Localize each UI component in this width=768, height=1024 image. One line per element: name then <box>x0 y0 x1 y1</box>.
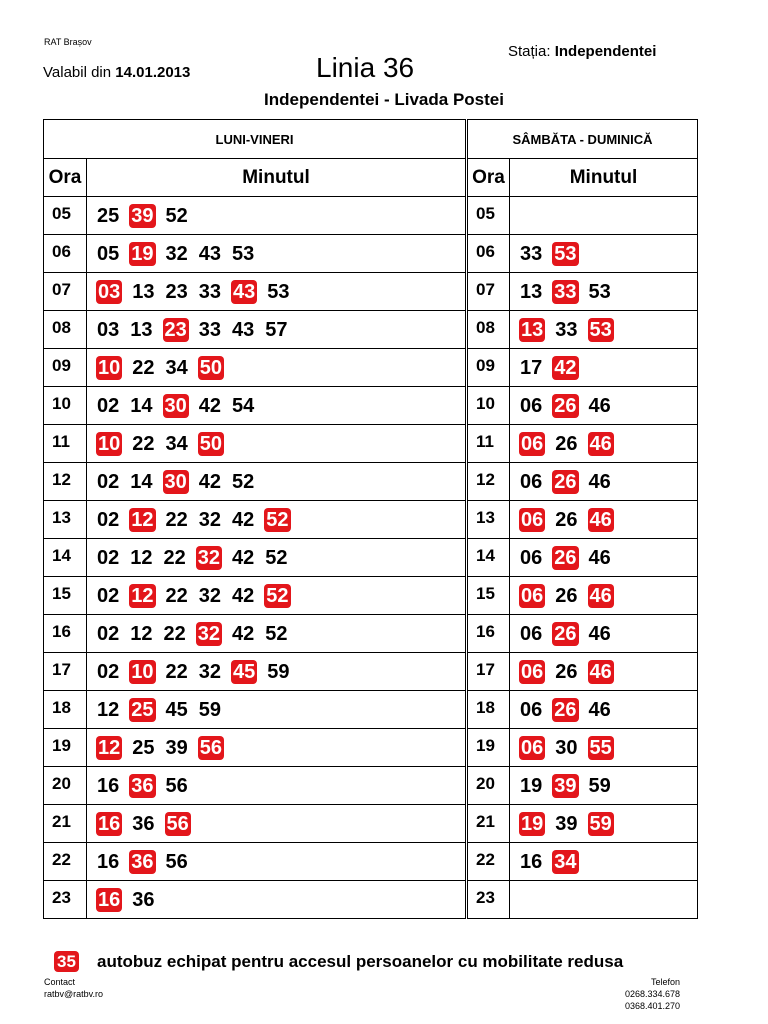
weekday-minutes-cell <box>87 197 467 235</box>
hour-cell: 05 <box>467 197 510 235</box>
weekend-header: SÂMBĂTA - DUMINICĂ <box>467 120 698 159</box>
accessible-departure: 23 <box>164 318 187 341</box>
departure: 43 <box>232 318 255 341</box>
table-row <box>44 235 698 273</box>
accessible-departure: 50 <box>199 356 222 379</box>
departure: 59 <box>588 774 611 797</box>
weekend-minutes-cell <box>510 881 698 919</box>
hour-cell: 16 <box>44 615 87 653</box>
departure: 14 <box>130 470 153 493</box>
hour-column-header: Ora <box>467 159 510 197</box>
valid-from <box>43 64 190 81</box>
departure: 32 <box>198 660 221 683</box>
accessible-departure: 46 <box>589 584 612 607</box>
hour-cell: 11 <box>44 425 87 463</box>
departure: 42 <box>198 470 221 493</box>
accessible-bus-badge: 35 <box>54 951 79 972</box>
accessible-departure: 12 <box>98 736 121 759</box>
weekday-minutes-cell <box>87 615 467 653</box>
departure: 43 <box>198 242 221 265</box>
phone-number: 0368.401.270 <box>625 1001 681 1011</box>
accessible-departure: 34 <box>554 850 577 873</box>
departure: 22 <box>132 432 155 455</box>
departure: 25 <box>132 736 155 759</box>
accessible-departure: 36 <box>131 774 154 797</box>
accessible-departure: 50 <box>199 432 222 455</box>
departure: 57 <box>265 318 288 341</box>
departure: 56 <box>165 850 188 873</box>
table-row <box>44 197 698 235</box>
hour-cell: 14 <box>467 539 510 577</box>
accessible-departure: 06 <box>521 432 544 455</box>
minute-column-header: Minutul <box>87 159 467 197</box>
accessible-departure: 59 <box>589 812 612 835</box>
departure: 22 <box>163 546 186 569</box>
table-row <box>44 615 698 653</box>
departure: 53 <box>267 280 290 303</box>
departure: 06 <box>520 546 543 569</box>
weekday-minutes-cell <box>87 691 467 729</box>
table-row <box>44 349 698 387</box>
weekend-minutes-cell <box>510 577 698 615</box>
departure: 46 <box>588 546 611 569</box>
accessible-departure: 06 <box>521 584 544 607</box>
departure: 46 <box>588 470 611 493</box>
hour-cell: 17 <box>467 653 510 691</box>
weekend-minutes-cell <box>510 805 698 843</box>
accessible-departure: 13 <box>521 318 544 341</box>
weekend-minutes-cell <box>510 273 698 311</box>
table-row <box>44 767 698 805</box>
hour-cell: 17 <box>44 653 87 691</box>
weekend-minutes-cell <box>510 615 698 653</box>
departure: 12 <box>130 622 153 645</box>
weekday-minutes-cell <box>87 387 467 425</box>
departure: 06 <box>520 622 543 645</box>
accessible-departure: 32 <box>197 622 220 645</box>
hour-cell: 14 <box>44 539 87 577</box>
hour-cell: 13 <box>44 501 87 539</box>
departure: 34 <box>165 432 188 455</box>
accessible-departure: 06 <box>521 508 544 531</box>
hour-cell: 10 <box>467 387 510 425</box>
weekday-minutes-cell <box>87 273 467 311</box>
hour-cell: 12 <box>44 463 87 501</box>
table-row <box>44 387 698 425</box>
departure: 02 <box>97 394 120 417</box>
departure: 32 <box>198 584 221 607</box>
table-row <box>44 805 698 843</box>
departure: 13 <box>132 280 155 303</box>
accessible-departure: 55 <box>589 736 612 759</box>
accessible-departure: 53 <box>554 242 577 265</box>
accessible-departure: 06 <box>521 660 544 683</box>
departure: 42 <box>232 584 255 607</box>
departure: 16 <box>97 850 120 873</box>
departure: 33 <box>555 318 578 341</box>
departure: 52 <box>265 622 288 645</box>
departure: 32 <box>198 508 221 531</box>
accessible-departure: 32 <box>197 546 220 569</box>
weekend-minutes-cell <box>510 311 698 349</box>
departure: 17 <box>520 356 543 379</box>
weekend-minutes-cell <box>510 501 698 539</box>
accessible-departure: 30 <box>164 470 187 493</box>
valid-date: 14.01.2013 <box>115 64 191 81</box>
table-row <box>44 691 698 729</box>
weekday-minutes-cell <box>87 805 467 843</box>
departure: 32 <box>165 242 188 265</box>
weekday-minutes-cell <box>87 235 467 273</box>
weekend-minutes-cell <box>510 197 698 235</box>
hour-cell: 12 <box>467 463 510 501</box>
table-row <box>44 539 698 577</box>
departure: 33 <box>198 318 221 341</box>
accessible-departure: 46 <box>589 660 612 683</box>
accessible-departure: 26 <box>554 698 577 721</box>
weekend-minutes-cell <box>510 729 698 767</box>
weekday-header: LUNI-VINERI <box>44 120 467 159</box>
phone-label: Telefon <box>651 977 681 987</box>
accessible-departure: 43 <box>233 280 256 303</box>
accessible-departure: 53 <box>589 318 612 341</box>
weekday-minutes-cell <box>87 767 467 805</box>
hour-cell: 07 <box>44 273 87 311</box>
hour-cell: 06 <box>44 235 87 273</box>
hour-cell: 08 <box>44 311 87 349</box>
departure: 12 <box>97 698 120 721</box>
station-label: Stația: <box>508 43 551 60</box>
contact-email: ratbv@ratbv.ro <box>44 989 103 999</box>
departure: 06 <box>520 698 543 721</box>
departure: 42 <box>232 546 255 569</box>
hour-cell: 21 <box>467 805 510 843</box>
departure: 22 <box>165 508 188 531</box>
weekend-minutes-cell <box>510 653 698 691</box>
departure: 45 <box>165 698 188 721</box>
departure: 54 <box>232 394 255 417</box>
table-row <box>44 881 698 919</box>
accessible-departure: 10 <box>98 356 121 379</box>
table-row <box>44 843 698 881</box>
departure: 13 <box>520 280 543 303</box>
hour-cell: 21 <box>44 805 87 843</box>
hour-cell: 23 <box>44 881 87 919</box>
weekday-minutes-cell <box>87 577 467 615</box>
hour-cell: 15 <box>467 577 510 615</box>
departure: 26 <box>555 508 578 531</box>
table-row <box>44 501 698 539</box>
hour-cell: 23 <box>467 881 510 919</box>
departure: 02 <box>97 508 120 531</box>
departure: 12 <box>130 546 153 569</box>
departure: 33 <box>520 242 543 265</box>
departure: 22 <box>163 622 186 645</box>
accessible-departure: 19 <box>131 242 154 265</box>
accessible-departure: 26 <box>554 470 577 493</box>
hour-cell: 16 <box>467 615 510 653</box>
hour-cell: 09 <box>467 349 510 387</box>
hour-cell: 19 <box>44 729 87 767</box>
departure: 13 <box>130 318 153 341</box>
departure: 26 <box>555 660 578 683</box>
hour-cell: 13 <box>467 501 510 539</box>
departure: 26 <box>555 432 578 455</box>
accessible-departure: 56 <box>166 812 189 835</box>
accessible-departure: 12 <box>131 584 154 607</box>
weekday-minutes-cell <box>87 463 467 501</box>
departure: 52 <box>165 204 188 227</box>
accessible-departure: 33 <box>554 280 577 303</box>
weekend-minutes-cell <box>510 843 698 881</box>
hour-cell: 08 <box>467 311 510 349</box>
departure: 03 <box>97 318 120 341</box>
departure: 22 <box>132 356 155 379</box>
table-row <box>44 653 698 691</box>
accessible-departure: 42 <box>554 356 577 379</box>
departure: 06 <box>520 394 543 417</box>
minute-column-header: Minutul <box>510 159 698 197</box>
departure: 26 <box>555 584 578 607</box>
departure: 42 <box>232 508 255 531</box>
weekend-minutes-cell <box>510 387 698 425</box>
departure: 46 <box>588 394 611 417</box>
weekday-minutes-cell <box>87 729 467 767</box>
departure: 42 <box>232 622 255 645</box>
accessible-departure: 39 <box>554 774 577 797</box>
departure: 39 <box>165 736 188 759</box>
departure: 56 <box>165 774 188 797</box>
departure: 39 <box>555 812 578 835</box>
accessible-departure: 10 <box>131 660 154 683</box>
hour-cell: 11 <box>467 425 510 463</box>
accessible-departure: 36 <box>131 850 154 873</box>
departure: 46 <box>588 698 611 721</box>
weekday-minutes-cell <box>87 349 467 387</box>
accessible-departure: 52 <box>266 584 289 607</box>
hour-cell: 20 <box>44 767 87 805</box>
hour-cell: 15 <box>44 577 87 615</box>
weekend-minutes-cell <box>510 463 698 501</box>
accessible-departure: 16 <box>98 888 121 911</box>
accessible-departure: 03 <box>98 280 121 303</box>
table-row <box>44 273 698 311</box>
accessible-departure: 16 <box>98 812 121 835</box>
table-row <box>44 463 698 501</box>
accessible-departure: 26 <box>554 394 577 417</box>
accessible-departure: 39 <box>131 204 154 227</box>
departure: 16 <box>97 774 120 797</box>
accessible-departure: 46 <box>589 432 612 455</box>
accessible-departure: 26 <box>554 622 577 645</box>
departure: 33 <box>198 280 221 303</box>
contact-label: Contact <box>44 977 76 987</box>
hour-cell: 06 <box>467 235 510 273</box>
hour-cell: 19 <box>467 729 510 767</box>
weekday-minutes-cell <box>87 425 467 463</box>
departure: 53 <box>588 280 611 303</box>
route-title: Independentei - Livada Postei <box>264 90 504 109</box>
accessible-departure: 30 <box>164 394 187 417</box>
departure: 42 <box>198 394 221 417</box>
weekday-minutes-cell <box>87 539 467 577</box>
weekend-minutes-cell <box>510 691 698 729</box>
accessible-departure: 56 <box>199 736 222 759</box>
accessible-departure: 19 <box>521 812 544 835</box>
hour-cell: 09 <box>44 349 87 387</box>
departure: 02 <box>97 660 120 683</box>
table-row <box>44 577 698 615</box>
hour-cell: 18 <box>467 691 510 729</box>
departure: 14 <box>130 394 153 417</box>
departure: 19 <box>520 774 543 797</box>
phone-number: 0268.334.678 <box>625 989 681 999</box>
weekend-minutes-cell <box>510 767 698 805</box>
weekday-minutes-cell <box>87 501 467 539</box>
accessible-departure: 52 <box>266 508 289 531</box>
hour-cell: 10 <box>44 387 87 425</box>
table-row <box>44 425 698 463</box>
station <box>508 43 656 60</box>
table-row <box>44 729 698 767</box>
departure: 02 <box>97 584 120 607</box>
departure: 46 <box>588 622 611 645</box>
accessible-departure: 45 <box>233 660 256 683</box>
departure: 23 <box>165 280 188 303</box>
table-row <box>44 311 698 349</box>
hour-cell: 18 <box>44 691 87 729</box>
departure: 02 <box>97 546 120 569</box>
weekend-minutes-cell <box>510 349 698 387</box>
hour-cell: 05 <box>44 197 87 235</box>
departure: 05 <box>97 242 120 265</box>
station-name: Independentei <box>554 43 657 60</box>
departure: 36 <box>132 888 155 911</box>
legend-text: autobuz echipat pentru accesul persoanelor cu mobilitate redusa <box>97 952 624 971</box>
departure: 25 <box>97 204 120 227</box>
hour-column-header: Ora <box>44 159 87 197</box>
departure: 36 <box>132 812 155 835</box>
departure: 53 <box>232 242 255 265</box>
departure: 22 <box>165 660 188 683</box>
departure: 02 <box>97 622 120 645</box>
weekday-minutes-cell <box>87 311 467 349</box>
departure: 52 <box>232 470 255 493</box>
weekday-minutes-cell <box>87 881 467 919</box>
weekday-minutes-cell <box>87 653 467 691</box>
hour-cell: 22 <box>467 843 510 881</box>
hour-cell: 07 <box>467 273 510 311</box>
weekday-minutes-cell <box>87 843 467 881</box>
accessible-departure: 10 <box>98 432 121 455</box>
hour-cell: 20 <box>467 767 510 805</box>
departure: 59 <box>198 698 221 721</box>
departure: 59 <box>267 660 290 683</box>
valid-label: Valabil din <box>43 64 112 81</box>
departure: 22 <box>165 584 188 607</box>
line-title: Linia 36 <box>316 52 415 83</box>
accessible-departure: 26 <box>554 546 577 569</box>
departure: 16 <box>520 850 543 873</box>
hour-cell: 22 <box>44 843 87 881</box>
departure: 06 <box>520 470 543 493</box>
weekend-minutes-cell <box>510 539 698 577</box>
departure: 02 <box>97 470 120 493</box>
accessible-departure: 46 <box>589 508 612 531</box>
accessible-departure: 06 <box>521 736 544 759</box>
weekend-minutes-cell <box>510 425 698 463</box>
weekend-minutes-cell <box>510 235 698 273</box>
departure: 34 <box>165 356 188 379</box>
departure: 52 <box>265 546 288 569</box>
timetable <box>43 119 698 919</box>
company-name: RAT Brașov <box>44 37 92 47</box>
accessible-departure: 25 <box>131 698 154 721</box>
departure: 30 <box>555 736 578 759</box>
accessible-departure: 12 <box>131 508 154 531</box>
